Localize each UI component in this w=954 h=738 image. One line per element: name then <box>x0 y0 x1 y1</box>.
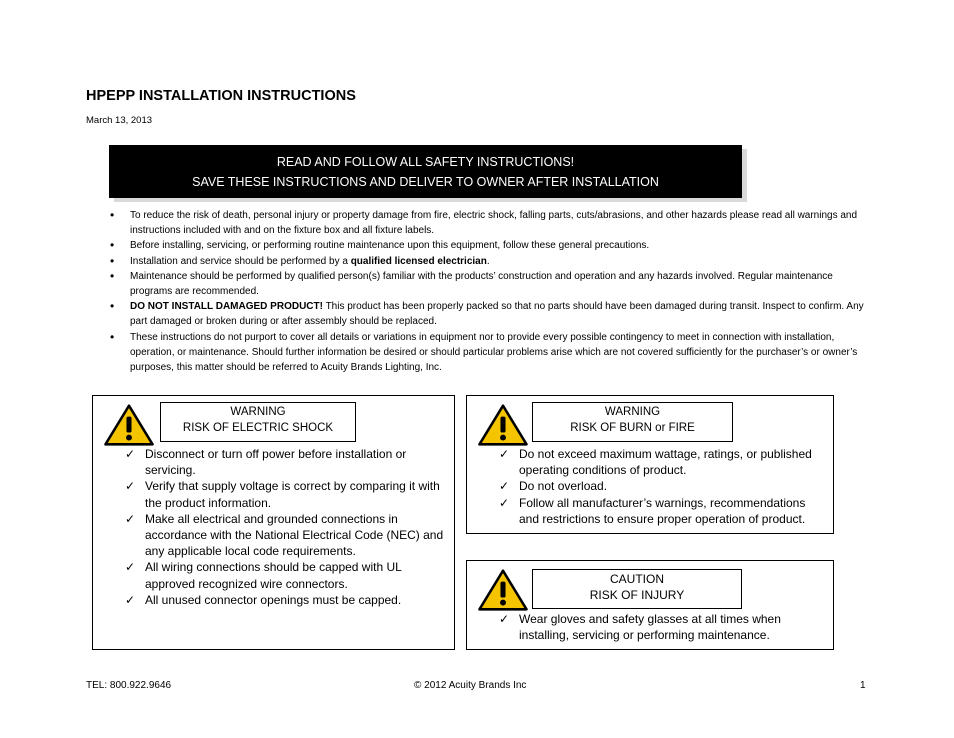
list-item: ✓ All unused connector openings must be capped. <box>125 592 402 607</box>
injury-label-box <box>532 569 742 609</box>
doc-date: March 13, 2013 <box>86 115 153 126</box>
list-item: ✓ Wear gloves and safety glasses at all times when installing, servicing or performing maintenance. <box>499 612 781 643</box>
list-item: ✓ Verify that supply voltage is correct by comparing it with the product information. <box>125 479 440 510</box>
shock-subheading: RISK OF ELECTRIC SHOCK <box>182 422 334 434</box>
page-number: 1 <box>860 680 866 691</box>
injury-subheading: RISK OF INJURY <box>589 588 685 602</box>
warning-triangle-icon <box>101 404 157 446</box>
banner-line-1: READ AND FOLLOW ALL SAFETY INSTRUCTIONS! <box>276 155 575 169</box>
burn-label-box <box>532 402 733 442</box>
warning-triangle-icon <box>475 569 531 611</box>
list-item: • Before installing, servicing, or performing routine maintenance upon this equipment, follow these general precautions. <box>110 238 870 253</box>
checkmark-icon: ✓ <box>499 495 510 510</box>
list-item: ✓ Follow all manufacturer’s warnings, recommendations and restrictions to ensure proper operation of product. <box>499 495 806 526</box>
list-item: • Maintenance should be performed by qualified person(s) familiar with the products’ construction and operation and any hazards involved. Regular maintenance programs are recommended. <box>110 269 870 299</box>
safety-banner <box>109 145 742 198</box>
shock-label-box <box>160 402 356 442</box>
list-item: ✓ Make all electrical and grounded connections in accordance with the National Electrical Code (NEC) and any applicable local code requirements. <box>125 511 444 559</box>
warning-triangle-icon <box>475 404 531 446</box>
checkmark-icon: ✓ <box>125 592 136 607</box>
doc-title: HPEPP INSTALLATION INSTRUCTIONS <box>86 88 356 104</box>
burn-heading: WARNING <box>604 406 661 418</box>
footer-tel: TEL: 800.922.9646 <box>86 680 172 691</box>
injury-checklist <box>497 611 827 643</box>
checkmark-icon: ✓ <box>125 479 136 494</box>
checkmark-icon: ✓ <box>499 479 510 494</box>
footer-copyright: © 2012 Acuity Brands Inc <box>414 680 527 691</box>
checkmark-icon: ✓ <box>125 560 136 575</box>
checkmark-icon: ✓ <box>125 447 136 461</box>
checkmark-icon: ✓ <box>125 511 136 526</box>
list-item: • To reduce the risk of death, personal injury or property damage from fire, electric shock, falling parts, cuts/abrasions, and other hazards please read all warnings and instructions included with and on the fixture box and all fixture labels. <box>110 208 870 238</box>
burn-fire-warning-box <box>466 395 834 534</box>
burn-checklist <box>497 446 827 527</box>
burn-subheading: RISK OF BURN or FIRE <box>570 422 695 434</box>
list-item: • DO NOT INSTALL DAMAGED PRODUCT! This product has been properly packed so that no parts should have been damaged during transit. Inspect to confirm. Any part damaged or broken during or after assembly should be replaced. <box>110 299 870 329</box>
list-item: ✓ Disconnect or turn off power before installation or servicing. <box>125 447 407 478</box>
banner-line-2: SAVE THESE INSTRUCTIONS AND DELIVER TO OWNER AFTER INSTALLATION <box>192 175 659 189</box>
checkmark-icon: ✓ <box>499 447 510 461</box>
electric-shock-warning-box <box>92 395 455 650</box>
shock-checklist <box>123 446 448 608</box>
list-item: • These instructions do not purport to cover all details or variations in equipment nor to provide every possible contingency to meet in connection with installation, operation, or maintenance. Should further information be desired or should particular problems arise which are not covered sufficiently for the purchaser’s or owner’s purposes, this matter should be referred to Acuity Brands Lighting, Inc. <box>110 330 870 376</box>
list-item: ✓ Do not exceed maximum wattage, ratings, or published operating conditions of product. <box>499 447 812 478</box>
checkmark-icon: ✓ <box>499 612 510 626</box>
precautions-list <box>110 208 870 375</box>
injury-caution-box <box>466 560 834 650</box>
list-item: ✓ Do not overload. <box>499 479 608 494</box>
list-item: • Installation and service should be performed by a qualified licensed electrician. <box>110 254 870 269</box>
shock-heading: WARNING <box>230 406 286 418</box>
list-item: ✓ All wiring connections should be capped with UL approved recognized wire connectors. <box>125 560 402 591</box>
injury-heading: CAUTION <box>610 572 664 586</box>
